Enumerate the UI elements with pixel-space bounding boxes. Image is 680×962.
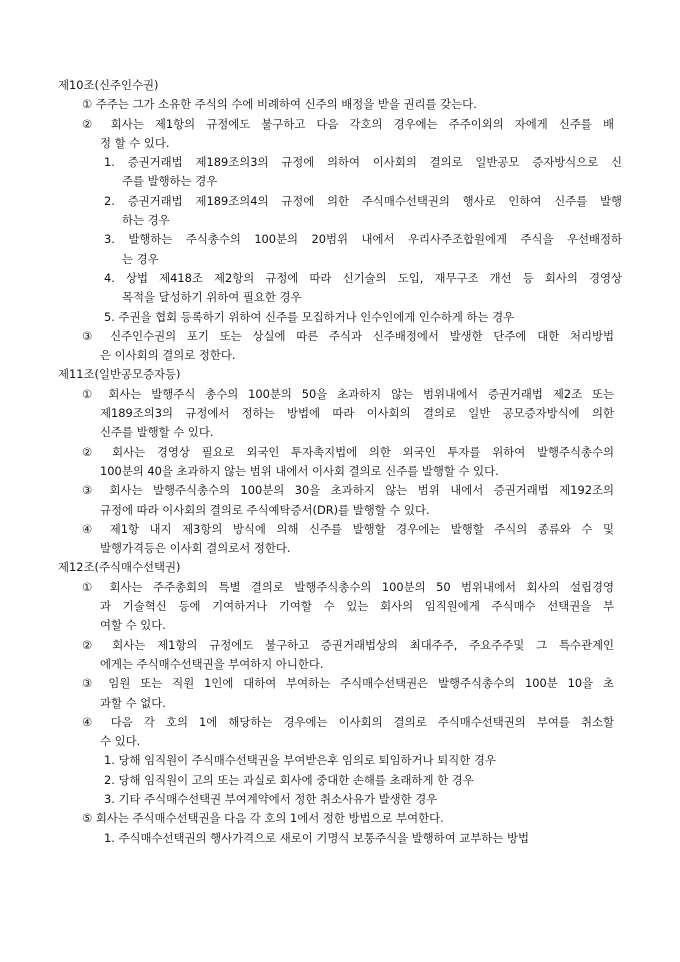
paragraph-line: ① 회사는 발행주식 총수의 100분의 50을 초과하지 않는 범위내에서 증권거래법 제2조 또는 — [82, 386, 614, 401]
article-heading: 제11조(일반공모증자등) — [58, 367, 181, 382]
paragraph-continuation: 여할 수 있다. — [100, 618, 166, 633]
list-item: 5. 주권을 협회 등록하기 위하여 신주를 모집하거나 인수인에게 인수하게 하는 경우 — [104, 309, 515, 324]
paragraph-line: ⑤ 회사는 주식매수선택권을 다음 각 호의 1에서 정한 방법으로 부여한다. — [82, 811, 444, 826]
paragraph-continuation: 에게는 주식매수선택권을 부여하지 아니한다. — [100, 656, 324, 671]
list-item: 1. 당해 임직원이 주식매수선택권을 부여받은후 임의로 퇴임하거나 퇴직한 경우 — [104, 753, 496, 768]
paragraph-continuation: 정 할 수 있다. — [100, 135, 170, 150]
paragraph-line: ③ 회사는 발행주식총수의 100분의 30을 초과하지 않는 범위 내에서 증권거래법 제192조의 — [82, 483, 614, 498]
list-item: 3. 기타 주식매수선택권 부여계약에서 정한 취소사유가 발생한 경우 — [104, 791, 438, 806]
paragraph-line: ③ 신주인수권의 포기 또는 상실에 따른 주식과 신주배정에서 발생한 단주에 대한 처리방법 — [82, 328, 614, 343]
article-heading: 제12조(주식매수선택권) — [58, 560, 181, 575]
paragraph-line: ① 주주는 그가 소유한 주식의 수에 비례하여 신주의 배정을 받을 권리를 갖는다. — [82, 97, 477, 112]
list-item-continuation: 는 경우 — [122, 251, 159, 266]
paragraph-line: ② 회사는 제1항의 규정에도 불구하고 다음 각호의 경우에는 주주이외의 자에게 신주를 배 — [82, 116, 614, 131]
paragraph-continuation: 규정에 따라 이사회의 결의로 주식예탁증서(DR)를 발행할 수 있다. — [100, 502, 430, 517]
paragraph-line: ② 회사는 경영상 필요로 외국인 투자촉지법에 의한 외국인 투자를 위하여 발행주식총수의 — [82, 444, 614, 459]
list-item: 3. 발행하는 주식총수의 100분의 20범위 내에서 우리사주조합원에게 주식을 우선배정하 — [104, 232, 622, 247]
list-item: 1. 증권거래법 제189조의3의 규정에 의하여 이사회의 결의로 일반공모 증자방식으로 신 — [104, 155, 622, 170]
list-item: 1. 주식매수선택권의 행사가격으로 새로이 기명식 보통주식을 발행하여 교부하는 방법 — [104, 830, 529, 845]
paragraph-line: ④ 다음 각 호의 1에 해당하는 경우에는 이사회의 결의로 주식매수선택권의 부여를 취소할 — [82, 714, 614, 729]
list-item-continuation: 주를 발행하는 경우 — [122, 174, 218, 189]
paragraph-continuation: 100분의 40을 초과하지 않는 범위 내에서 이사회 결의로 신주를 발행할 수 있다. — [100, 463, 499, 478]
list-item-continuation: 하는 경우 — [122, 213, 170, 228]
paragraph-continuation: 은 이사회의 결의로 정한다. — [100, 348, 236, 363]
paragraph-line: ③ 임원 또는 직원 1인에 대하여 부여하는 주식매수선택권은 발행주식총수의 100분 10을 초 — [82, 676, 614, 691]
paragraph-line: ④ 제1항 내지 제3항의 방식에 의해 신주를 발행할 경우에는 발행할 주식의 종류와 수 및 — [82, 521, 614, 536]
paragraph-continuation: 제189조의3의 규정에서 정하는 방법에 따라 이사회의 결의로 일반 공모증자방식에 의한 — [100, 406, 614, 421]
paragraph-continuation: 과 기술혁신 등에 기여하거나 기여할 수 있는 회사의 임직원에게 주식매수 선택권을 부 — [100, 599, 614, 614]
list-item: 4. 상법 제418조 제2항의 규정에 따라 신기술의 도입, 재무구조 개선 등 회사의 경영상 — [104, 270, 622, 285]
list-item-continuation: 목적을 달성하기 위하여 필요한 경우 — [122, 290, 302, 305]
list-item: 2. 당해 임직원이 고의 또는 과실로 회사에 중대한 손해를 초래하게 한 경우 — [104, 772, 474, 787]
paragraph-line: ② 회사는 제1항의 규정에도 불구하고 증권거래법상의 최대주주, 주요주주및 그 특수관계인 — [82, 637, 614, 652]
paragraph-continuation: 발행가격등은 이사회 결의로서 정한다. — [100, 541, 291, 556]
article-heading: 제10조(신주인수권) — [58, 78, 159, 92]
paragraph-continuation: 과할 수 없다. — [100, 695, 166, 710]
paragraph-line: ① 회사는 주주총회의 특별 결의로 발행주식총수의 100분의 50 범위내에서 회사의 설립경영 — [82, 579, 614, 594]
document-body — [0, 76, 680, 848]
paragraph-continuation: 신주를 발행할 수 있다. — [100, 425, 214, 440]
list-item: 2. 증권거래법 제189조의4의 규정에 의한 주식매수선택권의 행사로 인하여 신주를 발행 — [104, 193, 622, 208]
paragraph-continuation: 수 있다. — [100, 734, 141, 749]
